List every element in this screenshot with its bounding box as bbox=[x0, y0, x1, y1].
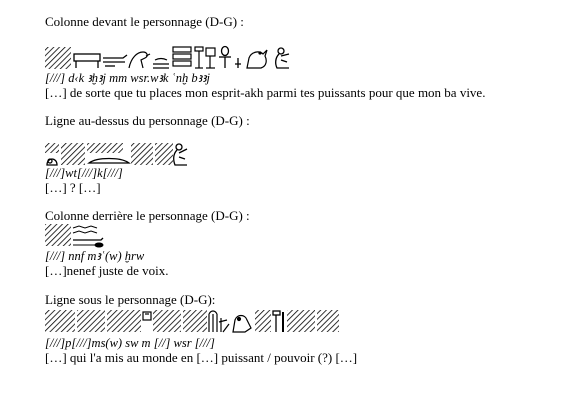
bread-loaf-sign bbox=[89, 159, 129, 164]
wsr-sign bbox=[195, 47, 215, 68]
quail-chick-sign bbox=[47, 159, 57, 165]
hieroglyph-line bbox=[45, 224, 105, 248]
hieroglyph-line bbox=[45, 308, 345, 334]
lacuna-hatch bbox=[61, 143, 85, 165]
lacuna-hatch bbox=[77, 310, 105, 332]
transliteration: [///]p[///]ms(w) sw m [//] wsr [///] bbox=[45, 336, 215, 350]
section-heading: Colonne devant le personnage (D-G) : bbox=[45, 14, 244, 29]
lacuna-hatch bbox=[45, 143, 59, 153]
ms-sign bbox=[209, 311, 229, 332]
transliteration: [///] nnf mꜣʿ(w) ḫrw bbox=[45, 249, 145, 263]
translation: […] de sorte que tu places mon esprit-akh parmi tes puissants pour que mon ba vive. bbox=[45, 85, 486, 100]
ankh-sign bbox=[219, 47, 241, 69]
ba-bird-sign bbox=[247, 50, 267, 68]
transliteration: [///] d‹k ꜣḫꜣj mm wsr.wꜣk ʿnḫ bꜣꜣj bbox=[45, 71, 210, 85]
arm-sign bbox=[103, 55, 127, 66]
lacuna-hatch bbox=[153, 310, 181, 332]
section-heading: Ligne sous le personnage (D-G): bbox=[45, 292, 216, 307]
oar-hrw-sign bbox=[73, 243, 103, 247]
section-heading: Colonne derrière le personnage (D-G) : bbox=[45, 208, 250, 223]
maat-sign bbox=[73, 238, 103, 240]
transliteration: [///]wt[///]k[///] bbox=[45, 166, 123, 180]
hieroglyph-line bbox=[45, 44, 305, 70]
lacuna-hatch bbox=[183, 310, 207, 332]
lacuna-hatch bbox=[255, 310, 271, 332]
water-n-sign bbox=[73, 226, 97, 233]
seated-man-determinative bbox=[174, 144, 187, 165]
translation: […] qui l'a mis au monde en […] puissant / pouvoir (?) […] bbox=[45, 350, 358, 365]
lacuna-hatch bbox=[45, 224, 71, 246]
lacuna-hatch bbox=[45, 47, 71, 69]
hieroglyph-line bbox=[45, 141, 195, 167]
translation: […] ? […] bbox=[45, 180, 101, 195]
lacuna-hatch bbox=[87, 143, 123, 153]
seated-man-determinative bbox=[276, 48, 289, 68]
section-heading: Ligne au-dessus du personnage (D-G) : bbox=[45, 113, 250, 128]
wsr-sign bbox=[273, 311, 280, 332]
translation: […]nenef juste de voix. bbox=[45, 263, 169, 278]
stool-p-sign bbox=[143, 312, 151, 320]
lacuna-hatch bbox=[131, 143, 153, 165]
lacuna-hatch bbox=[317, 310, 339, 332]
lacuna-hatch bbox=[107, 310, 141, 332]
vulture-akh-sign bbox=[129, 52, 150, 68]
owl-m-sign bbox=[233, 316, 251, 333]
lacuna-hatch bbox=[45, 310, 75, 332]
lacuna-hatch bbox=[287, 310, 315, 332]
mm-signs bbox=[153, 47, 191, 68]
offering-mat-sign bbox=[74, 54, 100, 68]
lacuna-hatch bbox=[155, 143, 173, 165]
